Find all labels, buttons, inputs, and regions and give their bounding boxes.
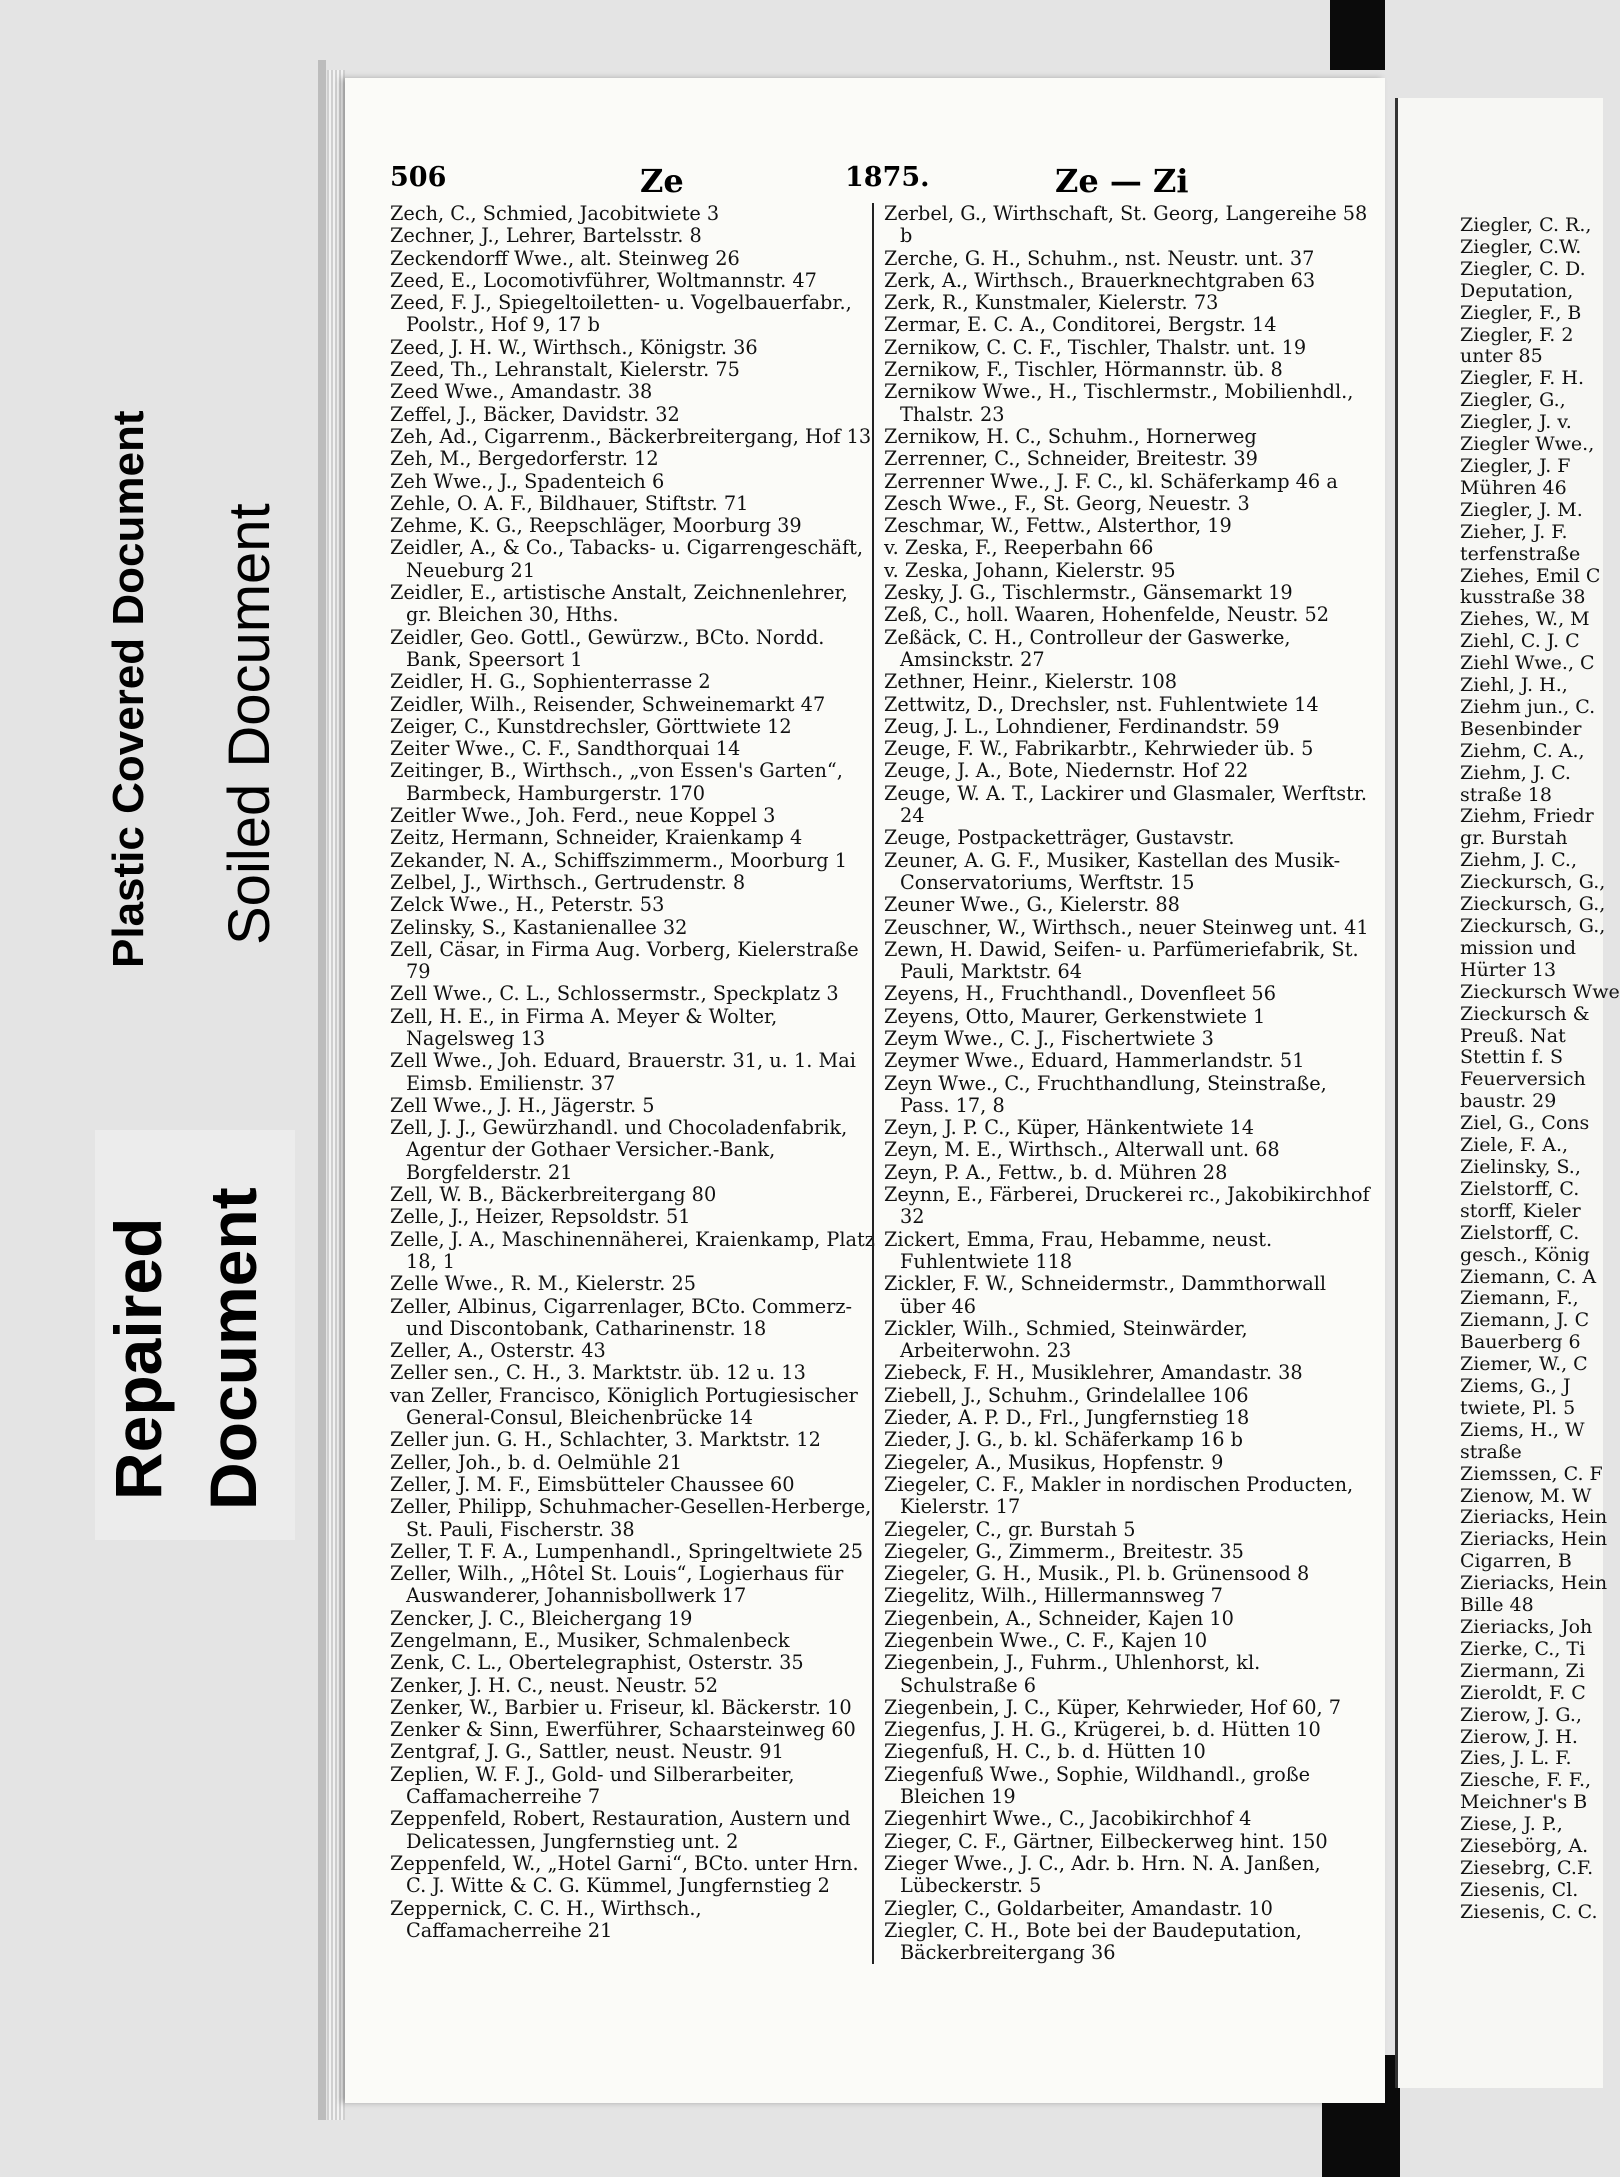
directory-entry: terfenstraße: [1460, 542, 1581, 565]
directory-entry: Zieder, A. P. D., Frl., Jungfernstieg 18: [884, 1406, 1250, 1430]
directory-entry: Zeppenfeld, Robert, Restauration, Austern und Delicatessen, Jungfernstieg unt. 2: [390, 1807, 851, 1853]
directory-entry: van Zeller, Francisco, Königlich Portugiesischer General-Consul, Bleichenbrücke 14: [390, 1383, 858, 1430]
directory-entry: Ziehm jun., C.: [1460, 695, 1596, 718]
directory-entry: Ziermann, Zi: [1460, 1659, 1585, 1682]
directory-entry: Cigarren, B: [1460, 1550, 1572, 1573]
directory-entry: Zeffel, J., Bäcker, Davidstr. 32: [390, 402, 680, 426]
section-left: Ze: [640, 162, 684, 200]
directory-entry: Ziehl, C. J. C: [1460, 630, 1580, 653]
directory-entry: straße: [1460, 1440, 1522, 1463]
directory-entry: Zeed, F. J., Spiegeltoiletten- u. Vogelbauerfabr., Poolstr., Hof 9, 17 b: [390, 291, 852, 337]
directory-entry: Zeyn Wwe., C., Fruchthandlung, Steinstraße, Pass. 17, 8: [884, 1071, 1327, 1117]
directory-entry: Zell, H. E., in Firma A. Meyer & Wolter, Nagelsweg 13: [390, 1004, 778, 1050]
directory-entry: Zeed, E., Locomotivführer, Woltmannstr. 47: [390, 268, 817, 292]
directory-entry: Zierow, J. H.: [1460, 1725, 1578, 1748]
directory-entry: Zelbel, J., Wirthsch., Gertrudenstr. 8: [390, 870, 746, 894]
directory-entry: Zieger Wwe., J. C., Adr. b. Hrn. N. A. Janßen, Lübeckerstr. 5: [884, 1851, 1321, 1898]
directory-entry: Ziegenfus, J. H. G., Krügerei, b. d. Hütten 10: [884, 1718, 1321, 1742]
directory-entry: Zeller, J. M. F., Eimsbütteler Chaussee 60: [390, 1472, 795, 1496]
directory-entry: Zieckursch, G.,: [1460, 871, 1606, 894]
directory-entry: Bille 48: [1460, 1594, 1534, 1617]
directory-entry: Zewn, H. Dawid, Seifen- u. Parfümeriefabrik, St. Pauli, Marktstr. 64: [884, 937, 1359, 984]
directory-entry: Ziegler, C. H., Bote bei der Baudeputation, Bäckerbreitergang 36: [884, 1918, 1302, 1965]
directory-entry: Zieriacks, Hein: [1460, 1572, 1608, 1595]
directory-entry: Zermar, E. C. A., Conditorei, Bergstr. 14: [884, 313, 1277, 337]
directory-entry: Mühren 46: [1460, 476, 1567, 499]
directory-entry: Zieder, J. G., b. kl. Schäferkamp 16 b: [884, 1428, 1244, 1452]
directory-entry: Zieher, J. F.: [1460, 520, 1568, 543]
directory-entry: Zehle, O. A. F., Bildhauer, Stiftstr. 71: [390, 491, 749, 515]
directory-entry: Zesky, J. G., Tischlermstr., Gänsemarkt 19: [884, 581, 1293, 605]
directory-entry: Zeym Wwe., C. J., Fischertwiete 3: [884, 1026, 1214, 1050]
directory-entry: Besenbinder: [1460, 717, 1582, 740]
directory-entry: Feuerversich: [1460, 1068, 1586, 1091]
directory-entry: Zentgraf, J. G., Sattler, neust. Neustr. 91: [390, 1740, 784, 1764]
directory-entry: Zelck Wwe., H., Peterstr. 53: [390, 893, 665, 917]
directory-entry: Ziegelitz, Wilh., Hillermannsweg 7: [884, 1584, 1223, 1608]
directory-entry: Zelle Wwe., R. M., Kielerstr. 25: [390, 1272, 697, 1296]
year: 1875.: [845, 162, 930, 193]
directory-entry: Zieckursch Wwe: [1460, 980, 1620, 1003]
directory-entry: Ziegler, C. D.: [1460, 257, 1586, 280]
directory-entry: Ziel, G., Cons: [1460, 1112, 1590, 1135]
directory-entry: Zielinsky, S.,: [1460, 1155, 1581, 1178]
directory-entry: Zeitinger, B., Wirthsch., „von Essen's Garten“, Barmbeck, Hamburgerstr. 170: [390, 759, 843, 805]
directory-entry: Hürter 13: [1460, 958, 1557, 981]
directory-entry: Zekander, N. A., Schiffszimmerm., Moorburg 1: [390, 848, 847, 872]
directory-entry: Zeidler, Wilh., Reisender, Schweinemarkt 47: [390, 692, 826, 716]
directory-entry: Zenker, W., Barbier u. Friseur, kl. Bäckerstr. 10: [390, 1695, 852, 1719]
directory-entry: Ziesche, F. F.,: [1460, 1769, 1592, 1792]
directory-entry: Zeuge, Postpacketträger, Gustavstr.: [884, 826, 1235, 850]
directory-entry: Zieriacks, Hein: [1460, 1506, 1608, 1529]
directory-entry: Zerrenner Wwe., J. F. C., kl. Schäferkamp 46 a: [884, 469, 1338, 493]
directory-entry: Ziegeler, C. F., Makler in nordischen Producten, Kielerstr. 17: [884, 1472, 1354, 1519]
directory-entry: Zeppenfeld, W., „Hotel Garni“, BCto. unter Hrn. C. J. Witte & C. G. Kümmel, Jungfernstieg 2: [390, 1851, 859, 1898]
directory-entry: Zeplien, W. F. J., Gold- und Silberarbeiter, Caffamacherreihe 7: [390, 1762, 795, 1809]
directory-entry: Ziegenfuß Wwe., Sophie, Wildhandl., große Bleichen 19: [884, 1762, 1311, 1809]
directory-entry: Zieckursch, G.,: [1460, 915, 1606, 937]
directory-entry: twiete, Pl. 5: [1460, 1396, 1576, 1419]
soiled-document-label: Soiled Document: [217, 503, 282, 945]
directory-entry: Ziegler, F. H.: [1460, 367, 1584, 390]
directory-entry: straße 18: [1460, 783, 1552, 806]
directory-entry: Ziemann, J. C: [1460, 1309, 1590, 1332]
directory-entry: Stettin f. S: [1460, 1046, 1563, 1069]
page-number: 506: [390, 162, 447, 193]
directory-entry: Zeuge, J. A., Bote, Niedernstr. Hof 22: [884, 759, 1249, 783]
directory-entry: Zies, J. L. F.: [1460, 1747, 1572, 1770]
directory-entry: baustr. 29: [1460, 1090, 1557, 1113]
directory-entry: Zeed Wwe., Amandastr. 38: [390, 380, 653, 404]
directory-entry: Ziehl, J. H.,: [1460, 674, 1568, 697]
directory-entry: Ziemssen, C. F: [1460, 1462, 1603, 1485]
directory-entry: Zell Wwe., J. H., Jägerstr. 5: [390, 1093, 655, 1117]
page-left-edge: [318, 60, 326, 2120]
directory-entry: Zenk, C. L., Obertelegraphist, Osterstr. 35: [390, 1651, 804, 1675]
directory-entry: Zienow, M. W: [1460, 1484, 1592, 1507]
directory-entry: Ziegenfuß, H. C., b. d. Hütten 10: [884, 1740, 1206, 1764]
directory-entry: Ziesenis, C. C.: [1460, 1900, 1598, 1923]
directory-entry: Zeug, J. L., Lohndiener, Ferdinandstr. 59: [884, 714, 1280, 738]
directory-entry: Zielstorff, C.: [1460, 1221, 1580, 1244]
directory-entry: Ziehes, W., M: [1460, 608, 1590, 631]
top-black-bar: [1330, 0, 1385, 70]
directory-entry: Zeyn, J. P. C., Küper, Hänkentwiete 14: [884, 1116, 1255, 1140]
directory-entry: Ziegler, C.W.: [1460, 235, 1582, 258]
directory-entry: Zell, W. B., Bäckerbreitergang 80: [390, 1183, 717, 1207]
directory-entry: gesch., König: [1460, 1243, 1590, 1266]
directory-entry: Zell, J. J., Gewürzhandl. und Chocoladenfabrik, Agentur der Gothaer Versicher.-Bank, Borgfelderstr. 21: [390, 1116, 848, 1184]
plastic-covered-label: Plastic Covered Document: [104, 410, 153, 968]
directory-entry: Zeidler, H. G., Sophienterrasse 2: [390, 670, 711, 694]
directory-entry: Zeed, Th., Lehranstalt, Kielerstr. 75: [390, 358, 740, 382]
directory-entry: Ziebell, J., Schuhm., Grindelallee 106: [884, 1383, 1249, 1407]
directory-entry: Zeidler, A., & Co., Tabacks- u. Cigarrengeschäft, Neueburg 21: [390, 536, 864, 582]
directory-entry: Zerk, R., Kunstmaler, Kielerstr. 73: [884, 291, 1219, 315]
directory-entry: Zeh Wwe., J., Spadenteich 6: [390, 469, 665, 493]
directory-entry: Zickert, Emma, Frau, Hebamme, neust. Fuhlentwiete 118: [884, 1227, 1273, 1273]
page-edge-stack: [327, 70, 345, 2120]
directory-entry: Zeyens, Otto, Maurer, Gerkenstwiete 1: [884, 1004, 1266, 1028]
directory-entry: Zerche, G. H., Schuhm., nst. Neustr. unt. 37: [884, 246, 1315, 270]
directory-entry: Ziele, F. A.,: [1460, 1134, 1569, 1157]
directory-entry: Zeppernick, C. C. H., Wirthsch., Caffamacherreihe 21: [390, 1896, 702, 1942]
directory-entry: Zernikow, F., Tischler, Hörmannstr. üb. 8: [884, 358, 1283, 382]
directory-entry: Ziegenhirt Wwe., C., Jacobikirchhof 4: [884, 1807, 1252, 1831]
directory-entry: Ziemer, W., C: [1460, 1353, 1588, 1376]
directory-entry: v. Zeska, F., Reeperbahn 66: [884, 536, 1154, 560]
directory-entry: Ziegler, J. F: [1460, 454, 1571, 477]
directory-entry: Zeuge, F. W., Fabrikarbtr., Kehrwieder üb. 5: [884, 737, 1314, 761]
directory-entry: Ziegenbein, J. C., Küper, Kehrwieder, Hof 60, 7: [884, 1695, 1342, 1719]
directory-entry: Zeitz, Hermann, Schneider, Kraienkamp 4: [390, 826, 803, 850]
directory-entry: Zeed, J. H. W., Wirthsch., Königstr. 36: [390, 335, 758, 359]
directory-entry: Zieger, C. F., Gärtner, Eilbeckerweg hint. 150: [884, 1829, 1328, 1853]
directory-entry: Ziegeler, G., Zimmerm., Breitestr. 35: [884, 1539, 1244, 1563]
directory-entry: Zieckursch &: [1460, 1002, 1590, 1025]
directory-entry: Ziegler, G.,: [1460, 389, 1566, 412]
directory-entry: Zeyn, M. E., Wirthsch., Alterwall unt. 68: [884, 1138, 1280, 1162]
directory-entry: Zeller, Albinus, Cigarrenlager, BCto. Commerz- und Discontobank, Catharinenstr. 18: [390, 1294, 853, 1340]
directory-entry: Zechner, J., Lehrer, Bartelsstr. 8: [390, 224, 702, 248]
directory-entry: Ziegler, J. M.: [1460, 498, 1583, 521]
directory-entry: Zeh, M., Bergedorferstr. 12: [390, 447, 659, 471]
repaired-label-line2: Document: [196, 1187, 270, 1510]
directory-entry: Zell Wwe., Joh. Eduard, Brauerstr. 31, u. 1. Mai Eimsb. Emilienstr. 37: [390, 1049, 856, 1095]
directory-entry: Zierke, C., Ti: [1460, 1637, 1586, 1660]
directory-entry: Ziesebörg, A.: [1460, 1835, 1589, 1858]
left-column: [390, 203, 875, 1942]
directory-entry: Zierow, J. G.,: [1460, 1703, 1582, 1726]
directory-entry: Zeiter Wwe., C. F., Sandthorquai 14: [390, 737, 741, 761]
directory-entry: Ziesebrg, C.F.: [1460, 1856, 1594, 1879]
directory-entry: Ziehm, J. C.,: [1460, 849, 1578, 872]
directory-entry: Zelle, J. A., Maschinennäherei, Kraienkamp, Platz 18, 1: [390, 1227, 875, 1273]
directory-entry: Zeidler, E., artistische Anstalt, Zeichnenlehrer, gr. Bleichen 30, Hths.: [390, 581, 848, 627]
directory-entry: Zencker, J. C., Bleichergang 19: [390, 1606, 693, 1630]
directory-entry: storff, Kieler: [1460, 1199, 1581, 1222]
directory-entry: Ziegeler, C., gr. Burstah 5: [884, 1517, 1136, 1541]
directory-entry: Zeller, Joh., b. d. Oelmühle 21: [390, 1450, 682, 1474]
directory-entry: Zeiger, C., Kunstdrechsler, Görttwiete 12: [390, 714, 792, 738]
directory-entry: Preuß. Nat: [1460, 1024, 1566, 1047]
directory-entry: Zieriacks, Hein: [1460, 1528, 1608, 1551]
directory-entry: Zengelmann, E., Musiker, Schmalenbeck: [390, 1629, 790, 1652]
directory-entry: Zeuge, W. A. T., Lackirer und Glasmaler, Werftstr. 24: [884, 781, 1368, 828]
directory-entry: Zeller jun. G. H., Schlachter, 3. Marktstr. 12: [390, 1428, 821, 1452]
directory-entry: Ziemann, F.,: [1460, 1287, 1579, 1310]
directory-entry: Zeh, Ad., Cigarrenm., Bäckerbreitergang, Hof 13: [390, 424, 872, 448]
directory-entry: Zeymer Wwe., Eduard, Hammerlandstr. 51: [884, 1049, 1305, 1073]
directory-entry: Deputation,: [1460, 279, 1574, 302]
directory-entry: Zelle, J., Heizer, Repsoldstr. 51: [390, 1205, 691, 1229]
directory-entry: Zeyn, P. A., Fettw., b. d. Mühren 28: [884, 1160, 1228, 1184]
directory-entry: Ziegenbein, A., Schneider, Kajen 10: [884, 1606, 1234, 1630]
directory-entry: Zeller, A., Osterstr. 43: [390, 1339, 606, 1363]
directory-entry: Zeuner, A. G. F., Musiker, Kastellan des Musik-Conservatoriums, Werftstr. 15: [884, 848, 1341, 894]
directory-entry: Ziehm, C. A.,: [1460, 739, 1585, 762]
directory-entry: Ziegler, F. 2: [1460, 323, 1574, 346]
directory-entry: Ziehm, Friedr: [1460, 805, 1594, 828]
directory-entry: Zeidler, Geo. Gottl., Gewürzw., BCto. Nordd. Bank, Speersort 1: [390, 625, 825, 671]
directory-entry: Zeller, Philipp, Schuhmacher-Gesellen-Herberge, St. Pauli, Fischerstr. 38: [390, 1495, 872, 1541]
directory-entry: Zerbel, G., Wirthschaft, St. Georg, Langereihe 58 b: [884, 202, 1368, 248]
directory-entry: Zettwitz, D., Drechsler, nst. Fuhlentwiete 14: [884, 692, 1319, 716]
directory-entry: Zielstorff, C.: [1460, 1177, 1580, 1200]
directory-entry: Zeller, Wilh., „Hôtel St. Louis“, Logierhaus für Auswanderer, Johannisbollwerk 17: [390, 1562, 844, 1608]
directory-entry: Zernikow, H. C., Schuhm., Hornerweg: [884, 424, 1257, 448]
directory-entry: Zernikow Wwe., H., Tischlermstr., Mobilienhdl., Thalstr. 23: [884, 380, 1354, 426]
directory-entry: Zerrenner, C., Schneider, Breitestr. 39: [884, 447, 1258, 471]
directory-entry: gr. Burstah: [1460, 827, 1568, 850]
directory-entry: Ziegler, C. R.,: [1460, 214, 1592, 236]
directory-entry: Zieckursch, G.,: [1460, 893, 1606, 916]
directory-entry: Zesch Wwe., F., St. Georg, Neuestr. 3: [884, 491, 1250, 515]
directory-entry: Zethner, Heinr., Kielerstr. 108: [884, 670, 1178, 694]
far-right-column: [1460, 214, 1620, 1924]
directory-entry: Ziegenbein, J., Fuhrm., Uhlenhorst, kl. Schulstraße 6: [884, 1651, 1261, 1697]
directory-entry: kusstraße 38: [1460, 586, 1586, 609]
directory-entry: Ziegler, C., Goldarbeiter, Amandastr. 10: [884, 1896, 1273, 1920]
directory-entry: Ziegeler, A., Musikus, Hopfenstr. 9: [884, 1450, 1224, 1474]
section-right: Ze — Zi: [1055, 162, 1189, 200]
directory-entry: Ziegler, J. v.: [1460, 411, 1572, 434]
directory-entry: Zerk, A., Wirthsch., Brauerknechtgraben 63: [884, 268, 1316, 292]
directory-entry: Zelinsky, S., Kastanienallee 32: [390, 915, 688, 939]
directory-entry: Zeuner Wwe., G., Kielerstr. 88: [884, 893, 1180, 917]
directory-entry: unter 85: [1460, 345, 1543, 368]
directory-page: [345, 78, 1385, 2103]
directory-entry: v. Zeska, Johann, Kielerstr. 95: [884, 558, 1176, 582]
repaired-label-line1: Repaired: [101, 1217, 175, 1500]
directory-entry: Zernikow, C. C. F., Tischler, Thalstr. unt. 19: [884, 335, 1307, 359]
directory-entry: Ziese, J. P.,: [1460, 1813, 1563, 1836]
directory-entry: Ziegler, F., B: [1460, 301, 1582, 324]
directory-entry: Zeynn, E., Färberei, Druckerei rc., Jakobikirchhof 32: [884, 1183, 1370, 1229]
directory-entry: Zenker & Sinn, Ewerführer, Schaarsteinweg 60: [390, 1718, 856, 1742]
directory-entry: Ziems, G., J: [1460, 1375, 1571, 1398]
directory-entry: Ziems, H., W: [1460, 1418, 1585, 1441]
directory-entry: Zickler, Wilh., Schmied, Steinwärder, Arbeiterwohn. 23: [884, 1316, 1248, 1363]
directory-entry: Ziegenbein Wwe., C. F., Kajen 10: [884, 1629, 1208, 1652]
page-header: [385, 162, 1355, 202]
directory-entry: Zeitler Wwe., Joh. Ferd., neue Koppel 3: [390, 804, 776, 828]
directory-entry: Zeller, T. F. A., Lumpenhandl., Springeltwiete 25: [390, 1539, 863, 1563]
right-column: [872, 203, 1374, 1964]
directory-entry: Zeckendorff Wwe., alt. Steinweg 26: [390, 246, 740, 270]
directory-entry: mission und: [1460, 936, 1577, 959]
directory-entry: Ziesenis, Cl.: [1460, 1878, 1579, 1901]
directory-entry: Zeß, C., holl. Waaren, Hohenfelde, Neustr. 52: [884, 603, 1330, 627]
directory-entry: Ziehl Wwe., C: [1460, 652, 1595, 675]
directory-entry: Ziegler Wwe.,: [1460, 433, 1595, 456]
directory-entry: Zeschmar, W., Fettw., Alsterthor, 19: [884, 514, 1232, 538]
directory-entry: Zenker, J. H. C., neust. Neustr. 52: [390, 1673, 719, 1697]
directory-entry: Ziemann, C. A: [1460, 1265, 1597, 1288]
directory-entry: Zieroldt, F. C: [1460, 1681, 1586, 1704]
directory-entry: Ziegeler, G. H., Musik., Pl. b. Grünensood 8: [884, 1562, 1310, 1586]
directory-entry: Zell Wwe., C. L., Schlossermstr., Speckplatz 3: [390, 982, 839, 1006]
directory-entry: Zeyens, H., Fruchthandl., Dovenfleet 56: [884, 982, 1276, 1006]
directory-entry: Zell, Cäsar, in Firma Aug. Vorberg, Kielerstraße 79: [390, 937, 859, 984]
directory-entry: Zeller sen., C. H., 3. Marktstr. üb. 12 u. 13: [390, 1361, 806, 1385]
directory-entry: Ziebeck, F. H., Musiklehrer, Amandastr. 38: [884, 1361, 1303, 1385]
directory-entry: Meichner's B: [1460, 1791, 1588, 1814]
directory-entry: Zieriacks, Joh: [1460, 1616, 1593, 1638]
directory-entry: Zeßäck, C. H., Controlleur der Gaswerke, Amsinckstr. 27: [884, 625, 1291, 671]
directory-entry: Zehme, K. G., Reepschläger, Moorburg 39: [390, 514, 802, 538]
directory-entry: Zeuschner, W., Wirthsch., neuer Steinweg unt. 41: [884, 915, 1369, 939]
directory-entry: Zech, C., Schmied, Jacobitwiete 3: [390, 202, 720, 225]
directory-entry: Ziehes, Emil C: [1460, 564, 1601, 587]
directory-entry: Zickler, F. W., Schneidermstr., Dammthorwall über 46: [884, 1272, 1327, 1318]
directory-entry: Ziehm, J. C.: [1460, 761, 1571, 784]
directory-entry: Bauerberg 6: [1460, 1331, 1581, 1354]
